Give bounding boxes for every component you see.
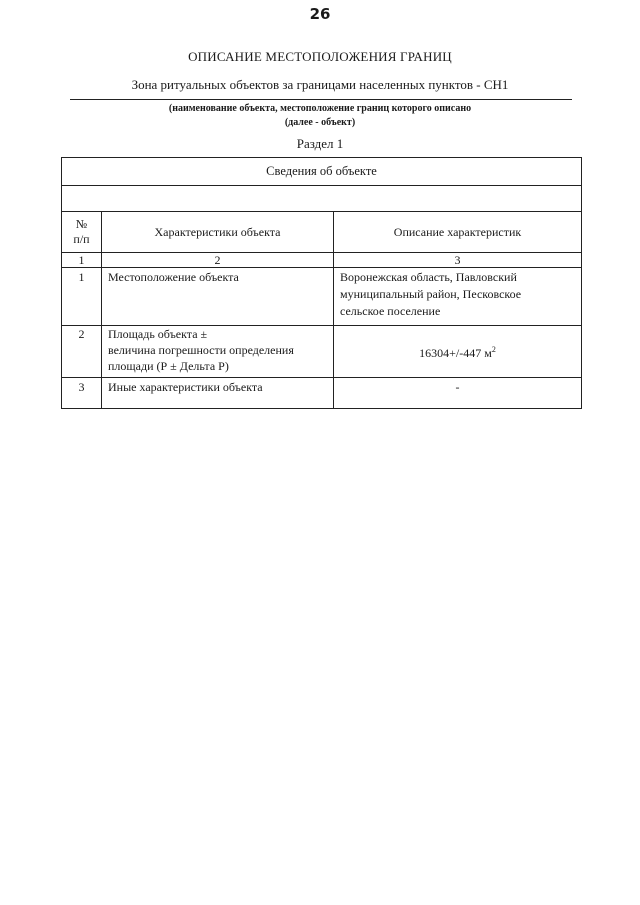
object-info-table xyxy=(61,157,582,409)
row-number: 2 xyxy=(62,326,102,378)
area-unit-superscript: 2 xyxy=(491,345,496,354)
row-name-line-2: величина погрешности определения xyxy=(108,343,294,357)
row-value-line-1: Воронежская область, Павловский xyxy=(340,270,517,284)
column-number-row xyxy=(62,253,582,268)
object-name: Зона ритуальных объектов за границами населенных пунктов - СН1 xyxy=(131,77,509,92)
underline-rule xyxy=(70,99,572,100)
table-header-row xyxy=(62,212,582,253)
section-label: Раздел 1 xyxy=(296,136,344,151)
table-title: Сведения об объекте xyxy=(62,158,582,186)
page-number: 26 xyxy=(309,5,331,23)
row-value: - xyxy=(334,378,582,409)
caption-line-1: (наименование объекта, местоположение границ которого описано xyxy=(168,103,472,114)
row-name-line-1: Площадь объекта ± xyxy=(108,327,208,341)
row-name xyxy=(102,326,334,378)
header-number-line-2: п/п xyxy=(73,232,90,246)
table-row xyxy=(62,378,582,409)
header-number xyxy=(62,212,102,253)
table-blank-row xyxy=(62,186,582,212)
blank-cell xyxy=(62,186,582,212)
table-title-row xyxy=(62,158,582,186)
header-characteristics: Характеристики объекта xyxy=(102,212,334,253)
column-number-2: 2 xyxy=(102,253,334,268)
header-number-line-1: № xyxy=(75,217,88,231)
caption-line-2: (далее - объект) xyxy=(284,117,356,128)
header-description: Описание характеристик xyxy=(334,212,582,253)
column-number-3: 3 xyxy=(334,253,582,268)
row-value xyxy=(334,268,582,326)
row-value-line-2: муниципальный район, Песковское xyxy=(340,287,522,301)
row-name: Местоположение объекта xyxy=(102,268,334,326)
row-value-line-3: сельское поселение xyxy=(340,304,441,318)
row-number: 3 xyxy=(62,378,102,409)
row-name-line-3: площади (Р ± Дельта Р) xyxy=(108,359,229,373)
table-row xyxy=(62,268,582,326)
row-value xyxy=(334,326,582,378)
row-number: 1 xyxy=(62,268,102,326)
document-title: ОПИСАНИЕ МЕСТОПОЛОЖЕНИЯ ГРАНИЦ xyxy=(188,49,452,64)
column-number-1: 1 xyxy=(62,253,102,268)
row-name: Иные характеристики объекта xyxy=(102,378,334,409)
area-value: 16304+/-447 м xyxy=(419,346,492,360)
table-row xyxy=(62,326,582,378)
